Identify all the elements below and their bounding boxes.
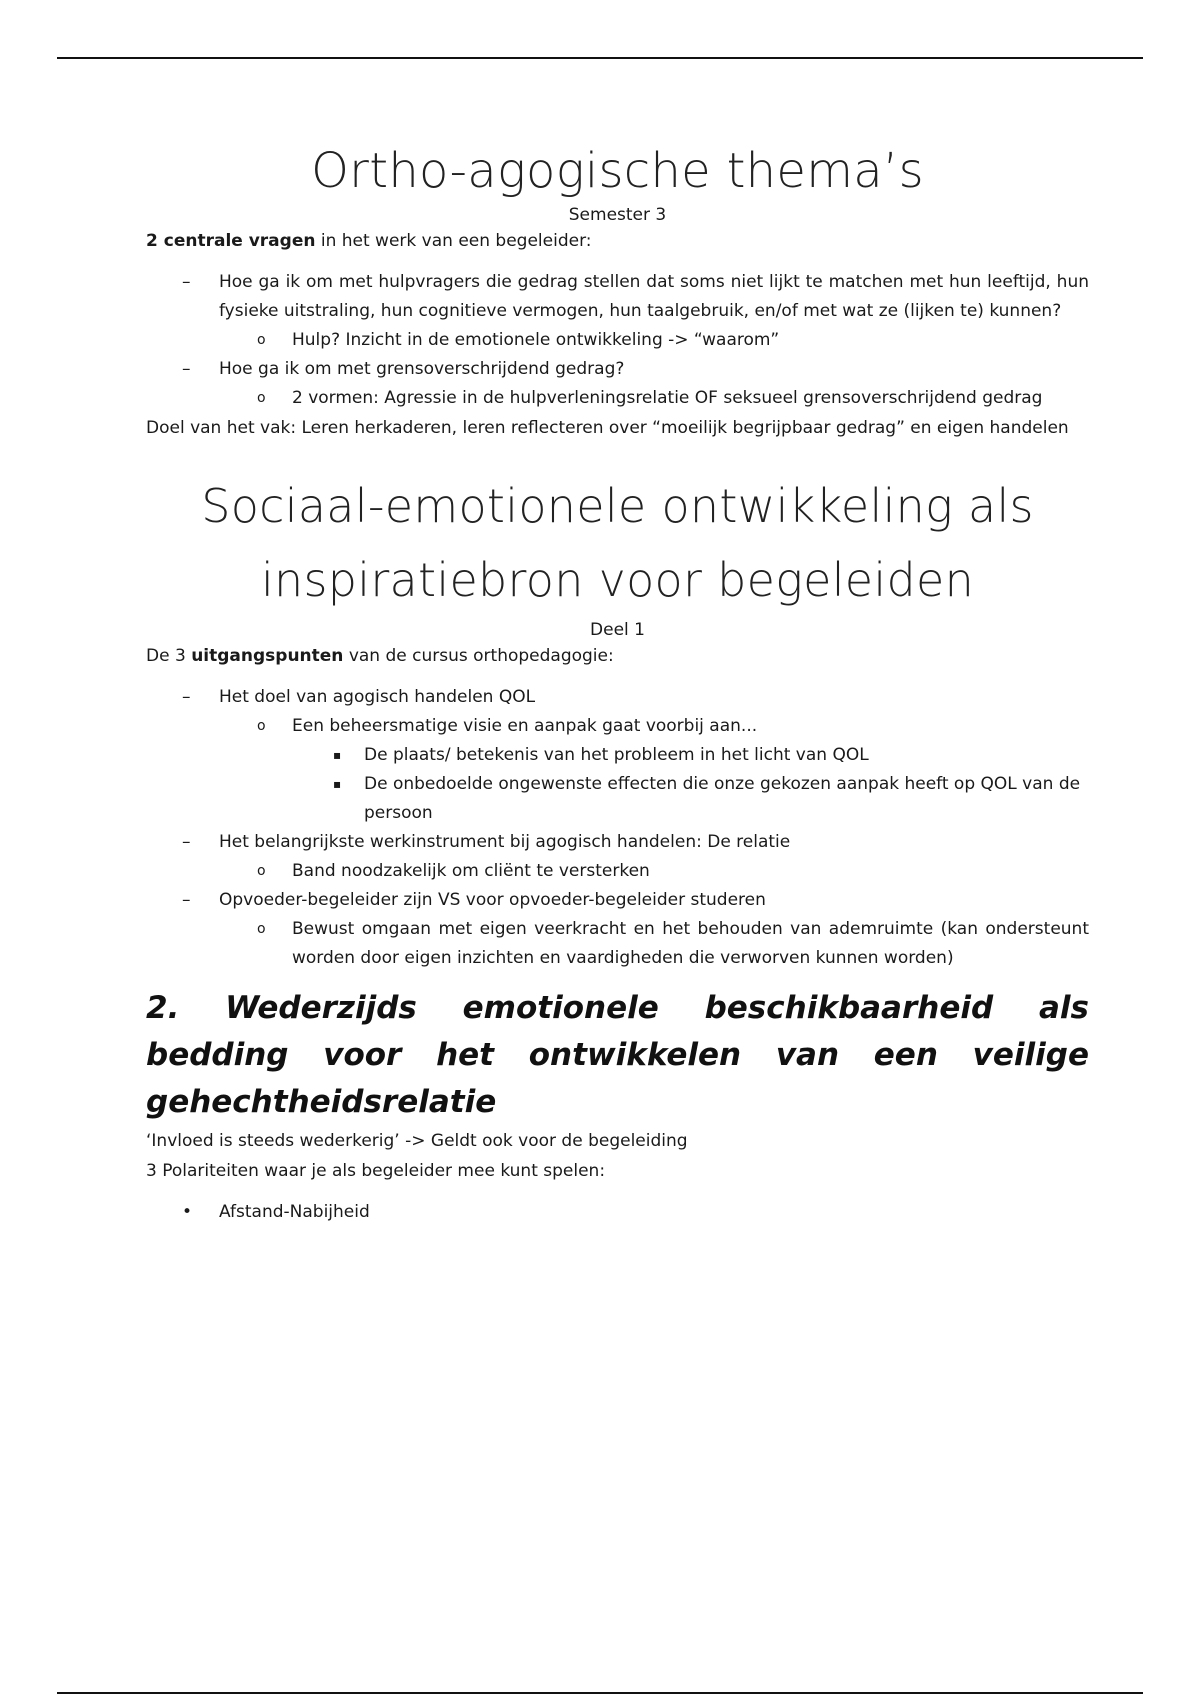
- intro-paragraph: [146, 226, 1089, 256]
- list-subsubitem-text: De plaats/ betekenis van het probleem in het licht van QOL: [364, 745, 869, 765]
- list-subitem: [146, 384, 1089, 413]
- list-subitem-text: Hulp? Inzicht in de emotionele ontwikkeling -> “waarom”: [292, 330, 780, 350]
- list-item-text: Het belangrijkste werkinstrument bij agogisch handelen: De relatie: [219, 832, 791, 852]
- square-marker: ▪: [333, 777, 342, 791]
- dash-marker: –: [182, 890, 191, 910]
- circle-marker: o: [257, 863, 266, 879]
- doel-paragraph: Doel van het vak: Leren herkaderen, leren reflecteren over “moeilijk begrijpbaar gedrag” en eigen handelen: [146, 418, 1069, 438]
- square-marker: ▪: [333, 748, 342, 762]
- document-subtitle: Semester 3: [568, 205, 667, 225]
- question-list: [146, 268, 1089, 413]
- list-item-text: Het doel van agogisch handelen QOL: [219, 687, 536, 707]
- list-subitem: [146, 915, 1089, 973]
- list-item: [146, 1198, 1089, 1227]
- uitgangspunten-list: [146, 683, 1089, 973]
- list-item-text: Hoe ga ik om met grensoverschrijdend gedrag?: [219, 359, 625, 379]
- list-subitem-text: Bewust omgaan met eigen veerkracht en het behouden van ademruimte (kan ondersteunt worden door eigen inzichten en vaardigheden die verworven kunnen worden): [292, 919, 1089, 968]
- section-2-heading: 2. Wederzijds emotionele beschikbaarheid als bedding voor het ontwikkelen van een veilige gehechtheidsrelatie: [146, 990, 1089, 1120]
- list-subitem-text: Band noodzakelijk om cliënt te versterken: [292, 861, 650, 881]
- list-subsubitem: [146, 741, 1089, 770]
- list-subsubitem: [146, 770, 1089, 828]
- polariteiten-paragraph: 3 Polariteiten waar je als begeleider mee kunt spelen:: [146, 1161, 606, 1181]
- polariteiten-list: [146, 1198, 1089, 1227]
- list-subsubitem-text: De onbedoelde ongewenste effecten die onze gekozen aanpak heeft op QOL van de persoon: [364, 774, 1081, 823]
- uitgangspunten-paragraph: [146, 641, 1089, 671]
- list-item: [146, 268, 1089, 326]
- list-item-text: Hoe ga ik om met hulpvragers die gedrag stellen dat soms niet lijkt te matchen met hun leeftijd, hun fysieke uitstraling, hun cognitieve vermogen, hun taalgebruik, en/of met wat ze (lijken te) kunnen?: [219, 272, 1089, 321]
- intro-bold: 2 centrale vragen: [146, 231, 316, 251]
- list-subitem: [146, 326, 1089, 355]
- list-item: [146, 828, 1089, 857]
- document-page: [146, 140, 1089, 1227]
- circle-marker: o: [257, 390, 266, 406]
- footer-rule: [57, 1692, 1143, 1694]
- list-subitem-text: 2 vormen: Agressie in de hulpverleningsrelatie OF seksueel grensoverschrijdend gedrag: [292, 388, 1043, 408]
- circle-marker: o: [257, 718, 266, 734]
- list-item: [146, 683, 1089, 712]
- section-title-line1: Sociaal-emotionele ontwikkeling als: [201, 479, 1034, 533]
- list-subitem: [146, 857, 1089, 886]
- section-subtitle: Deel 1: [590, 620, 645, 640]
- document-title: Ortho-agogische thema’s: [311, 143, 924, 199]
- section-title: [146, 469, 1089, 617]
- list-subitem: [146, 712, 1089, 741]
- uitgang-bold: uitgangspunten: [191, 646, 344, 666]
- list-item: [146, 355, 1089, 384]
- dash-marker: –: [182, 687, 191, 707]
- dash-marker: –: [182, 359, 191, 379]
- uitgang-post: van de cursus orthopedagogie:: [343, 646, 614, 666]
- intro-rest: in het werk van een begeleider:: [315, 231, 592, 251]
- dash-marker: –: [182, 272, 191, 292]
- list-item-text: Opvoeder-begeleider zijn VS voor opvoeder-begeleider studeren: [219, 890, 766, 910]
- uitgang-pre: De 3: [146, 646, 192, 666]
- circle-marker: o: [257, 921, 266, 937]
- list-item-text: Afstand-Nabijheid: [219, 1202, 370, 1222]
- circle-marker: o: [257, 332, 266, 348]
- section-title-line2: inspiratiebron voor begeleiden: [260, 553, 975, 607]
- header-rule: [57, 57, 1143, 59]
- bullet-marker: •: [182, 1202, 193, 1222]
- dash-marker: –: [182, 832, 191, 852]
- invloed-paragraph: ‘Invloed is steeds wederkerig’ -> Geldt ook voor de begeleiding: [146, 1131, 688, 1151]
- list-item: [146, 886, 1089, 915]
- list-subitem-text: Een beheersmatige visie en aanpak gaat voorbij aan...: [292, 716, 758, 736]
